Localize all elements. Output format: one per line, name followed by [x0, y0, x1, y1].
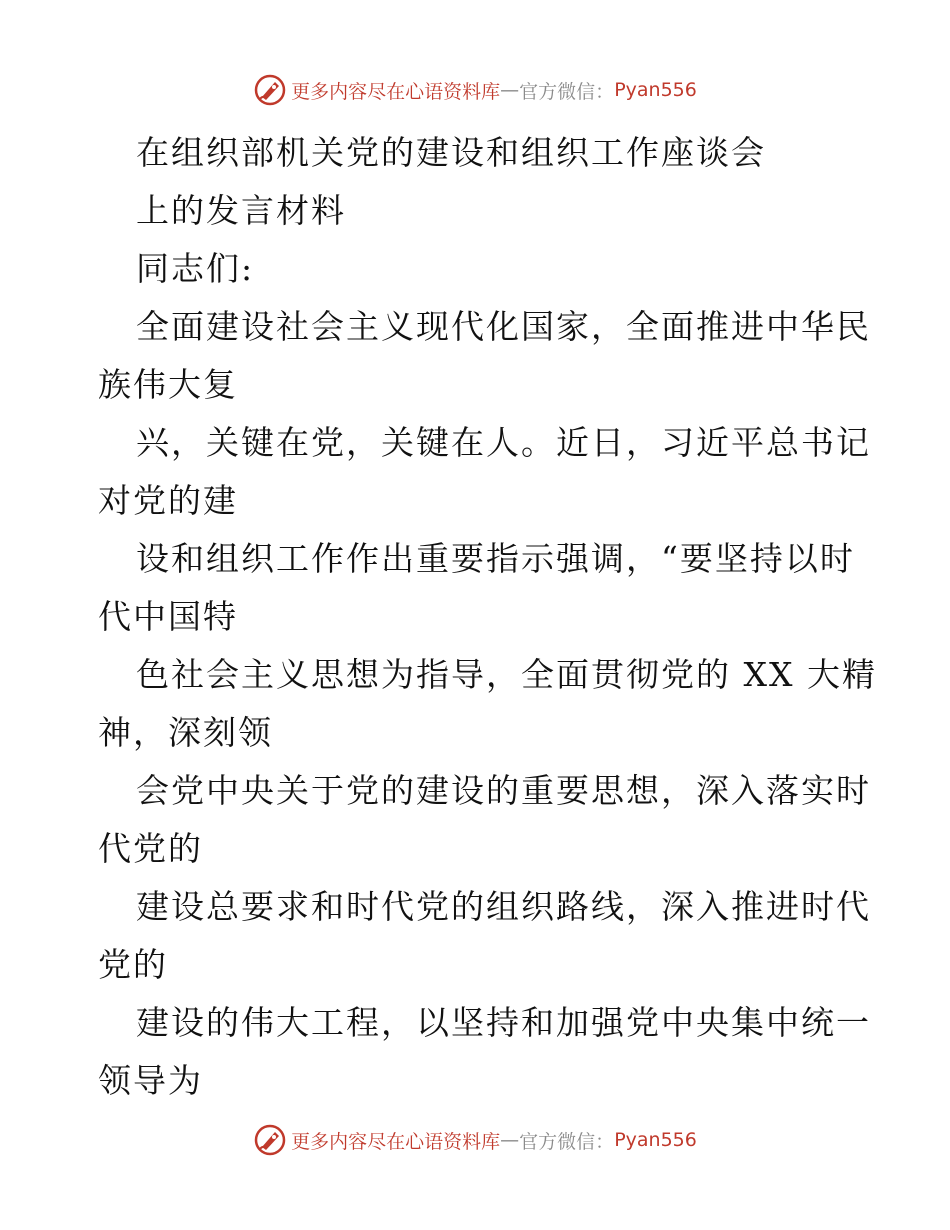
- pen-nib-logo-icon: [253, 1123, 287, 1157]
- document-line: 兴，关键在党，关键在人。近日，习近平总书记: [136, 423, 871, 462]
- banner-separator: —: [500, 79, 520, 101]
- document-line: 领导为: [98, 1061, 203, 1100]
- document-line: 对党的建: [98, 481, 238, 520]
- document-line: 在组织部机关党的建设和组织工作座谈会: [136, 133, 766, 172]
- document-line: 建设的伟大工程，以坚持和加强党中央集中统一: [136, 1003, 871, 1042]
- document-body: [98, 124, 877, 1110]
- banner-wechat-id: Pyan556: [614, 79, 697, 101]
- banner-separator: —: [500, 1129, 520, 1151]
- banner-text: 更多内容尽在心语资料库: [291, 80, 501, 103]
- banner-wechat-label: 官方微信：: [519, 1130, 615, 1153]
- document-line: 党的: [98, 945, 168, 984]
- document-line: 代中国特: [98, 597, 238, 636]
- document-line: 神，深刻领: [98, 713, 273, 752]
- document-line: 代党的: [98, 829, 203, 868]
- banner-text: 更多内容尽在心语资料库: [291, 1130, 501, 1153]
- document-line: 全面建设社会主义现代化国家，全面推进中华民: [136, 307, 871, 346]
- footer-watermark-banner: [0, 1118, 950, 1162]
- document-line: 色社会主义思想为指导，全面贯彻党的 XX 大精: [136, 655, 877, 694]
- document-line: 同志们:: [136, 249, 255, 288]
- document-line: 建设总要求和时代党的组织路线，深入推进时代: [136, 887, 871, 926]
- header-watermark-banner: [0, 68, 950, 112]
- pen-nib-logo-icon: [253, 73, 287, 107]
- document-line: 会党中央关于党的建设的重要思想，深入落实时: [136, 771, 871, 810]
- banner-wechat-id: Pyan556: [614, 1129, 697, 1151]
- document-line: 上的发言材料: [136, 191, 346, 230]
- document-line: 族伟大复: [98, 365, 238, 404]
- document-line: 设和组织工作作出重要指示强调，“要坚持以时: [136, 539, 855, 578]
- banner-wechat-label: 官方微信：: [519, 80, 615, 103]
